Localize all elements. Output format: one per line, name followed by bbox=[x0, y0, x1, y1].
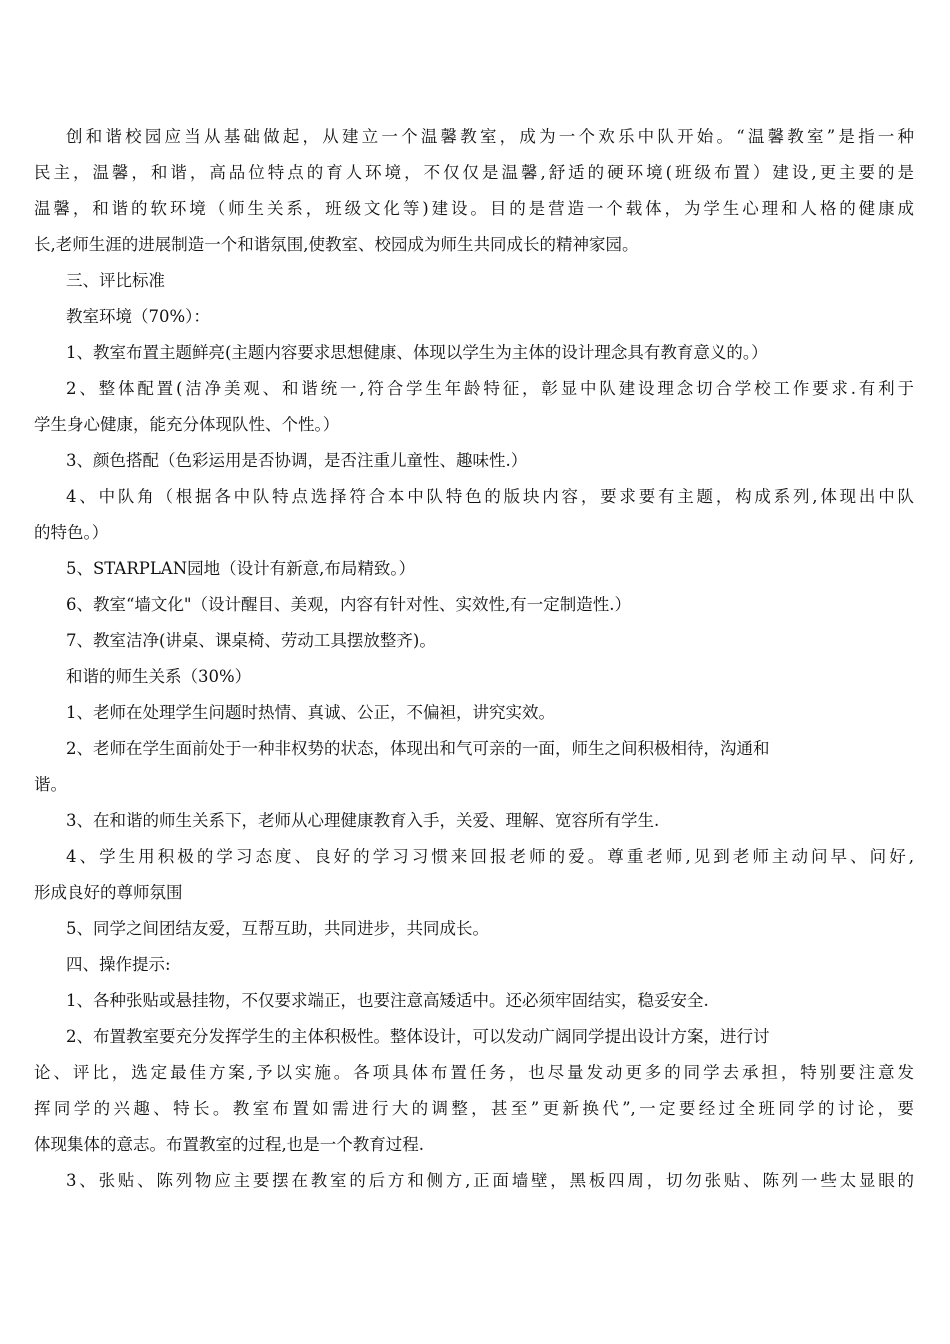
list-item: 3、颜色搭配（色彩运用是否协调，是否注重儿童性、趣味性.） bbox=[66, 451, 528, 470]
list-item-continuation: 论、评比，选定最佳方案,予以实施。各项具体布置任务，也尽量发动更多的同学去承担，特别要注意发 bbox=[34, 1063, 914, 1082]
paragraph-line: 民主，温馨，和谐，高品位特点的育人环境，不仅仅是温馨,舒适的硬环境(班级布置）建设,更主要的是 bbox=[34, 163, 914, 182]
list-item-continuation: 的特色。） bbox=[34, 523, 109, 542]
section-heading: 三、评比标准 bbox=[66, 271, 165, 290]
subsection-heading: 教室环境（70%）： bbox=[66, 307, 210, 326]
list-item: 2、整体配置(洁净美观、和谐统一,符合学生年龄特征，彰显中队建设理念切合学校工作要求.有利于 bbox=[66, 379, 914, 398]
paragraph-line: 长,老师生涯的进展制造一个和谐氛围,使教室、校园成为师生共同成长的精神家园。 bbox=[34, 235, 639, 254]
list-item: 1、老师在处理学生问题时热情、真诚、公正，不偏袒，讲究实效。 bbox=[66, 703, 555, 722]
list-item: 3、张贴、陈列物应主要摆在教室的后方和侧方,正面墙壁，黑板四周，切勿张贴、陈列一些太显眼的 bbox=[66, 1171, 914, 1190]
subsection-heading: 和谐的师生关系（30%） bbox=[66, 667, 252, 686]
list-item-continuation: 谐。 bbox=[34, 775, 67, 794]
list-item: 7、教室洁净(讲桌、课桌椅、劳动工具摆放整齐)。 bbox=[66, 631, 436, 650]
list-item: 2、老师在学生面前处于一种非权势的状态，体现出和气可亲的一面，师生之间积极相待，沟通和 bbox=[66, 739, 770, 758]
section-heading: 四、操作提示: bbox=[66, 955, 171, 974]
list-item: 3、在和谐的师生关系下，老师从心理健康教育入手，关爱、理解、宽容所有学生. bbox=[66, 811, 660, 830]
list-item: 5、STARPLAN园地（设计有新意,布局精致。） bbox=[66, 559, 416, 578]
list-item-continuation: 挥同学的兴趣、特长。教室布置如需进行大的调整，甚至”更新换代”,一定要经过全班同学的讨论，要 bbox=[34, 1099, 914, 1118]
paragraph-line: 温馨，和谐的软环境（师生关系，班级文化等)建设。目的是营造一个载体，为学生心理和人格的健康成 bbox=[34, 199, 914, 218]
list-item-continuation: 体现集体的意志。布置教室的过程,也是一个教育过程. bbox=[34, 1135, 424, 1154]
list-item: 2、布置教室要充分发挥学生的主体积极性。整体设计，可以发动广阔同学提出设计方案，进行讨 bbox=[66, 1027, 770, 1046]
list-item-continuation: 形成良好的尊师氛围 bbox=[34, 883, 183, 902]
list-item: 4、学生用积极的学习态度、良好的学习习惯来回报老师的爱。尊重老师,见到老师主动问早、问好, bbox=[66, 847, 914, 866]
paragraph-line: 创和谐校园应当从基础做起，从建立一个温馨教室，成为一个欢乐中队开始。“温馨教室”是指一种 bbox=[66, 127, 914, 146]
list-item: 6、教室“墙文化"（设计醒目、美观，内容有针对性、实效性,有一定制造性.） bbox=[66, 595, 632, 614]
list-item: 1、各种张贴或悬挂物，不仅要求端正，也要注意高矮适中。还必须牢固结实，稳妥安全. bbox=[66, 991, 709, 1010]
list-item: 1、教室布置主题鲜亮(主题内容要求思想健康、体现以学生为主体的设计理念具有教育意义的。） bbox=[66, 343, 768, 362]
list-item: 4、中队角（根据各中队特点选择符合本中队特色的版块内容，要求要有主题，构成系列,体现出中队 bbox=[66, 487, 914, 506]
list-item: 5、同学之间团结友爱，互帮互助，共同进步，共同成长。 bbox=[66, 919, 489, 938]
list-item-continuation: 学生身心健康，能充分体现队性、个性。） bbox=[34, 415, 340, 434]
